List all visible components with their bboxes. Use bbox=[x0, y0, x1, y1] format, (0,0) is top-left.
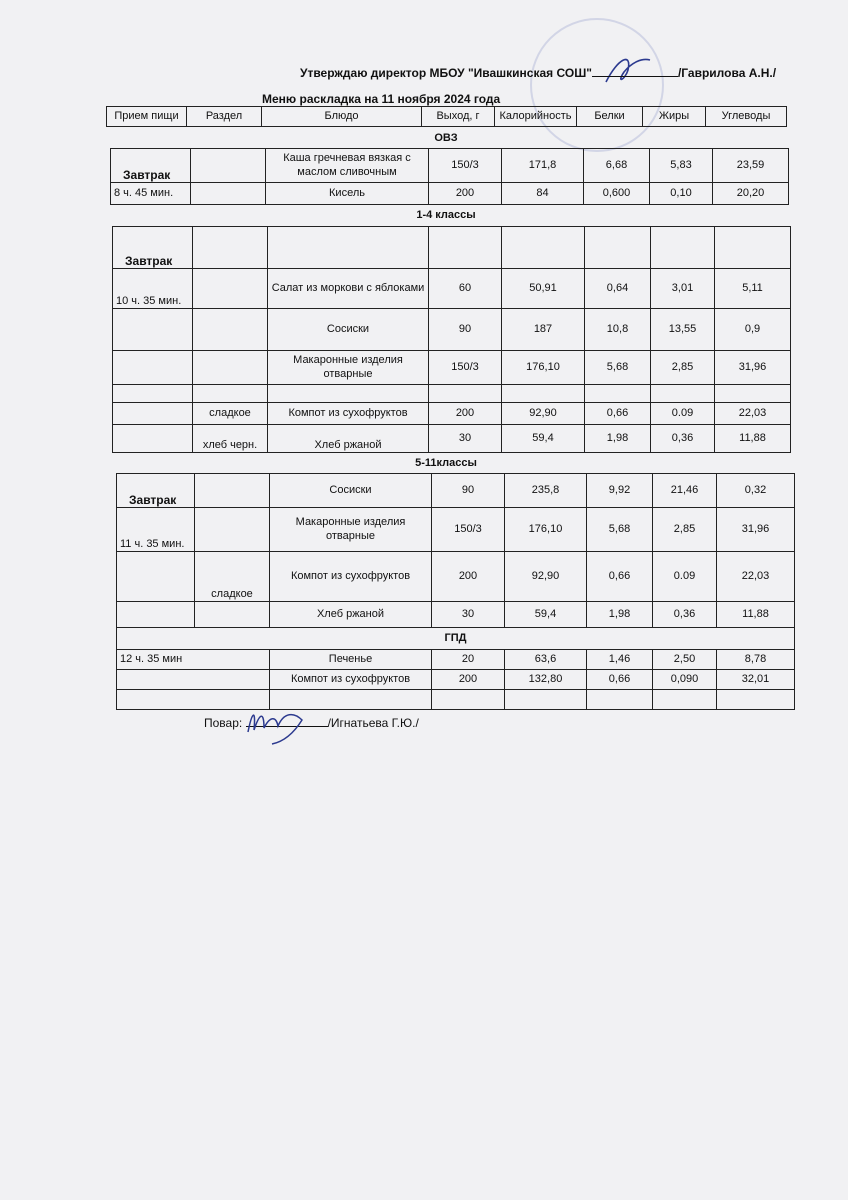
header-table bbox=[106, 106, 787, 127]
table-row bbox=[113, 425, 791, 453]
dish-cell: Каша гречневая вязкая с маслом сливочным bbox=[266, 149, 429, 183]
carbs-cell: 11,88 bbox=[717, 602, 795, 628]
protein-cell: 0,66 bbox=[587, 670, 653, 690]
dish-cell: Макаронные изделия отварные bbox=[268, 351, 429, 385]
carbs-cell: 23,59 bbox=[713, 149, 789, 183]
meal-label: Завтрак bbox=[111, 149, 191, 183]
meal-label: Завтрак bbox=[117, 474, 195, 508]
fat-cell: 2,85 bbox=[653, 508, 717, 552]
meal-time: 10 ч. 35 мин. bbox=[113, 269, 193, 309]
section-cell: хлеб черн. bbox=[193, 425, 268, 453]
calories-cell: 176,10 bbox=[502, 351, 585, 385]
calories-cell: 92,90 bbox=[505, 552, 587, 602]
col-header-carbs: Углеводы bbox=[706, 107, 787, 127]
protein-cell: 1,98 bbox=[585, 425, 651, 453]
table-row bbox=[113, 385, 791, 403]
protein-cell: 1,46 bbox=[587, 650, 653, 670]
dish-cell: Кисель bbox=[266, 183, 429, 205]
table-row bbox=[113, 227, 791, 269]
fat-cell: 3,01 bbox=[651, 269, 715, 309]
fat-cell: 0,090 bbox=[653, 670, 717, 690]
approval-line bbox=[300, 66, 776, 80]
dish-cell: Компот из сухофруктов bbox=[268, 403, 429, 425]
calories-cell: 63,6 bbox=[505, 650, 587, 670]
protein-cell: 0,600 bbox=[584, 183, 650, 205]
carbs-cell: 22,03 bbox=[717, 552, 795, 602]
protein-cell: 1,98 bbox=[587, 602, 653, 628]
calories-cell: 187 bbox=[502, 309, 585, 351]
calories-cell: 132,80 bbox=[505, 670, 587, 690]
carbs-cell: 22,03 bbox=[715, 403, 791, 425]
cook-signature bbox=[242, 702, 322, 746]
col-header-meal: Прием пищи bbox=[107, 107, 187, 127]
page-title: Меню раскладка на 11 ноября 2024 года bbox=[262, 92, 501, 106]
table-row bbox=[117, 690, 795, 710]
output-cell: 200 bbox=[429, 403, 502, 425]
carbs-cell: 11,88 bbox=[715, 425, 791, 453]
table-row bbox=[117, 670, 795, 690]
approve-label: Утверждаю директор МБОУ "Ивашкинская СОШ" bbox=[300, 66, 592, 80]
fat-cell: 0.09 bbox=[653, 552, 717, 602]
section-title-gpd: ГПД bbox=[117, 628, 795, 650]
protein-cell: 5,68 bbox=[585, 351, 651, 385]
protein-cell: 0,66 bbox=[585, 403, 651, 425]
calories-cell: 59,4 bbox=[505, 602, 587, 628]
output-cell: 30 bbox=[429, 425, 502, 453]
dish-cell: Компот из сухофруктов bbox=[270, 552, 432, 602]
table-row bbox=[113, 403, 791, 425]
fat-cell: 13,55 bbox=[651, 309, 715, 351]
table-row bbox=[117, 508, 795, 552]
fat-cell: 21,46 bbox=[653, 474, 717, 508]
col-header-calories: Калорийность bbox=[495, 107, 577, 127]
protein-cell: 0,66 bbox=[587, 552, 653, 602]
fat-cell: 0,36 bbox=[653, 602, 717, 628]
dish-cell: Сосиски bbox=[268, 309, 429, 351]
output-cell: 20 bbox=[432, 650, 505, 670]
table-row bbox=[111, 149, 789, 183]
fat-cell: 0,10 bbox=[650, 183, 713, 205]
table-grades-1-4 bbox=[112, 226, 791, 453]
meal-time: 8 ч. 45 мин. bbox=[111, 183, 191, 205]
table-grades-5-11 bbox=[116, 473, 795, 710]
carbs-cell: 31,96 bbox=[715, 351, 791, 385]
col-header-section: Раздел bbox=[187, 107, 262, 127]
dish-cell: Макаронные изделия отварные bbox=[270, 508, 432, 552]
signature-line bbox=[592, 66, 678, 77]
fat-cell: 0.09 bbox=[651, 403, 715, 425]
fat-cell: 2,85 bbox=[651, 351, 715, 385]
protein-cell: 9,92 bbox=[587, 474, 653, 508]
col-header-dish: Блюдо bbox=[262, 107, 422, 127]
dish-cell: Хлеб ржаной bbox=[270, 602, 432, 628]
col-header-protein: Белки bbox=[577, 107, 643, 127]
carbs-cell: 0,32 bbox=[717, 474, 795, 508]
calories-cell: 59,4 bbox=[502, 425, 585, 453]
calories-cell: 92,90 bbox=[502, 403, 585, 425]
section-title-ovz: ОВЗ bbox=[434, 132, 458, 144]
calories-cell: 176,10 bbox=[505, 508, 587, 552]
carbs-cell: 5,11 bbox=[715, 269, 791, 309]
output-cell: 30 bbox=[432, 602, 505, 628]
meal-time: 12 ч. 35 мин bbox=[117, 650, 270, 670]
table-row bbox=[111, 183, 789, 205]
meal-time: 11 ч. 35 мин. bbox=[117, 508, 195, 552]
fat-cell: 2,50 bbox=[653, 650, 717, 670]
output-cell: 200 bbox=[432, 552, 505, 602]
output-cell: 200 bbox=[429, 183, 502, 205]
meal-label: Завтрак bbox=[113, 227, 193, 269]
table-row bbox=[117, 474, 795, 508]
cook-name: /Игнатьева Г.Ю./ bbox=[327, 716, 419, 730]
table-ovz bbox=[110, 148, 789, 205]
dish-cell: Печенье bbox=[270, 650, 432, 670]
dish-cell: Салат из моркови с яблоками bbox=[268, 269, 429, 309]
output-cell: 90 bbox=[429, 309, 502, 351]
fat-cell: 5,83 bbox=[650, 149, 713, 183]
output-cell: 60 bbox=[429, 269, 502, 309]
section-title-grades-5-11: 5-11классы bbox=[415, 457, 477, 469]
protein-cell: 6,68 bbox=[584, 149, 650, 183]
output-cell: 150/3 bbox=[429, 149, 502, 183]
output-cell: 150/3 bbox=[432, 508, 505, 552]
director-name: /Гаврилова А.Н./ bbox=[677, 66, 777, 80]
output-cell: 150/3 bbox=[429, 351, 502, 385]
section-cell: сладкое bbox=[195, 552, 270, 602]
section-title-grades-1-4: 1-4 классы bbox=[416, 209, 476, 221]
dish-cell: Сосиски bbox=[270, 474, 432, 508]
fat-cell: 0,36 bbox=[651, 425, 715, 453]
calories-cell: 84 bbox=[502, 183, 584, 205]
cook-label: Повар: bbox=[204, 716, 243, 730]
carbs-cell: 31,96 bbox=[717, 508, 795, 552]
output-cell: 200 bbox=[432, 670, 505, 690]
carbs-cell: 20,20 bbox=[713, 183, 789, 205]
protein-cell: 10,8 bbox=[585, 309, 651, 351]
table-row bbox=[117, 628, 795, 650]
output-cell: 90 bbox=[432, 474, 505, 508]
section-cell: сладкое bbox=[193, 403, 268, 425]
col-header-output: Выход, г bbox=[422, 107, 495, 127]
calories-cell: 171,8 bbox=[502, 149, 584, 183]
table-row bbox=[113, 351, 791, 385]
table-row bbox=[117, 552, 795, 602]
carbs-cell: 8,78 bbox=[717, 650, 795, 670]
dish-cell: Хлеб ржаной bbox=[268, 425, 429, 453]
dish-cell: Компот из сухофруктов bbox=[270, 670, 432, 690]
table-row bbox=[117, 602, 795, 628]
carbs-cell: 0,9 bbox=[715, 309, 791, 351]
table-row bbox=[113, 309, 791, 351]
table-row bbox=[113, 269, 791, 309]
col-header-fat: Жиры bbox=[643, 107, 706, 127]
calories-cell: 50,91 bbox=[502, 269, 585, 309]
carbs-cell: 32,01 bbox=[717, 670, 795, 690]
calories-cell: 235,8 bbox=[505, 474, 587, 508]
table-row bbox=[117, 650, 795, 670]
protein-cell: 5,68 bbox=[587, 508, 653, 552]
protein-cell: 0,64 bbox=[585, 269, 651, 309]
